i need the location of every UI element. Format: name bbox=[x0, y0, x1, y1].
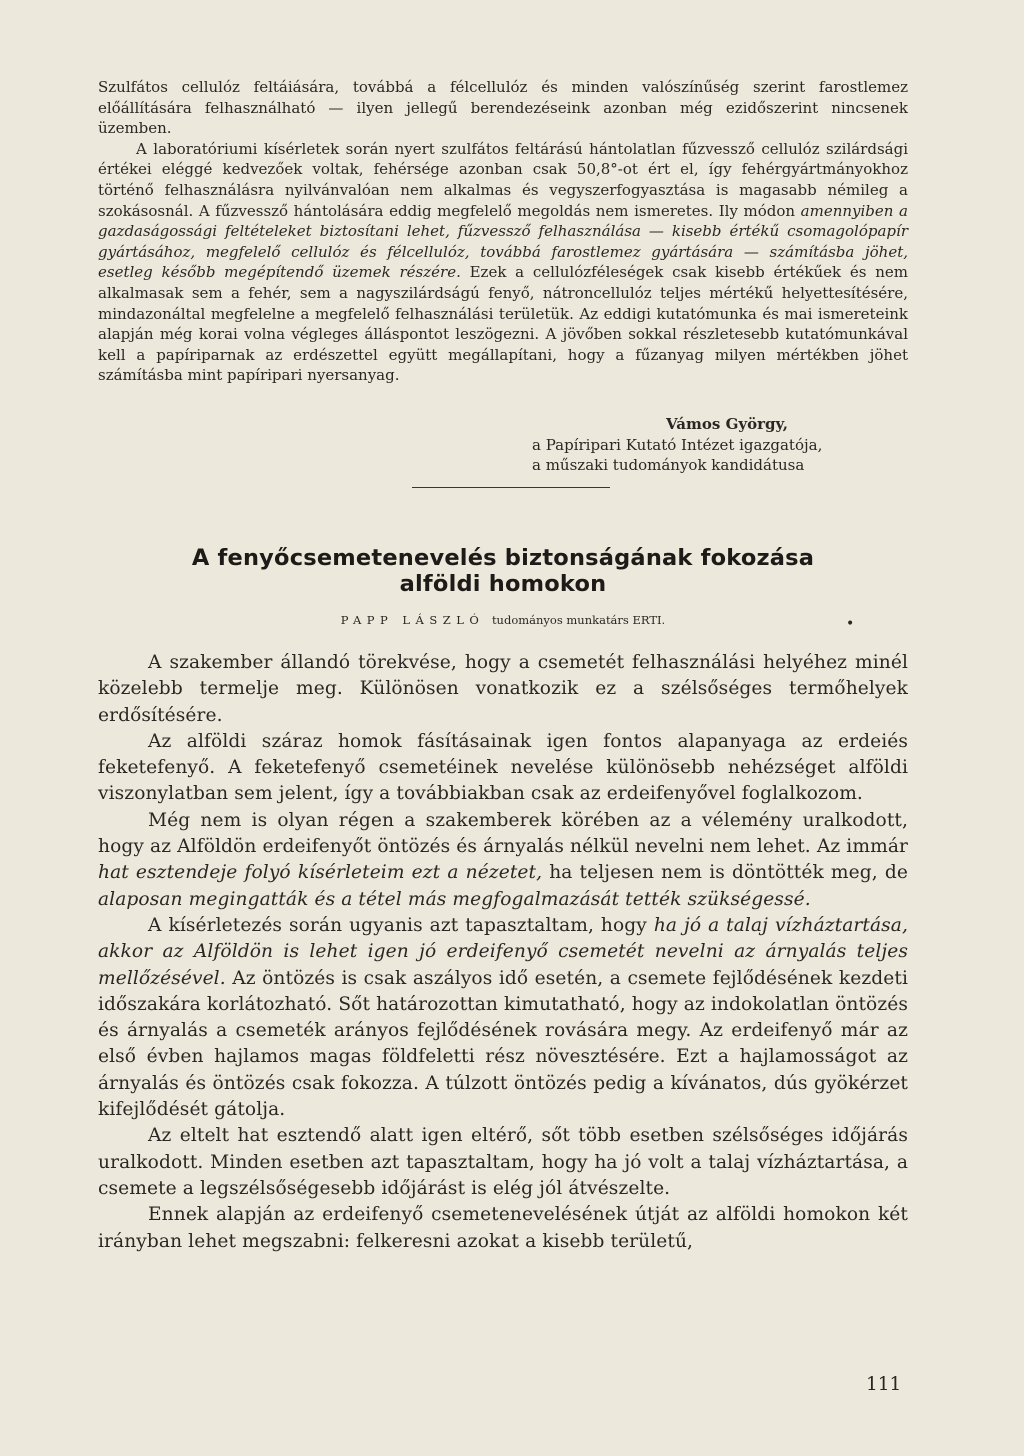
text-run: A laboratóriumi kísérletek során nyert szulfátos feltárású hántolatlan fűzvessző cellulóz szilárdsági értékei eléggé kedvezőek voltak, fehérsége azonban csak 50,8°-ot ért el, így fehérgyártmányokhoz történő felhasználásra nyilvánvalóan nem alkalmas és vegyszerfogyasztása is magasabb némileg a szokásosnál. A fűzvessző hántolására eddig megfelelő megoldás nem ismeretes. Ily módon bbox=[98, 139, 908, 220]
emphasized-text: ha jó a talaj vízháztartása, akkor az Alföldön is lehet igen jó erdeifenyő csemetét nevelni az árnyalás teljes mellőzésével. bbox=[98, 914, 908, 989]
author-name: PAPP LÁSZLÓ bbox=[340, 613, 485, 627]
paragraph bbox=[98, 1123, 908, 1202]
signature-block bbox=[420, 414, 906, 476]
article-body bbox=[98, 650, 908, 1255]
text-run: Az alföldi száraz homok fásításainak igen fontos alapanyaga az erdeiés feketefenyő. A feketefenyő csemetéinek nevelése különösebb nehézséget alföldi viszonylatban sem jelent, így a továbbiakban csak az erdeifenyővel foglalkozom. bbox=[98, 730, 908, 805]
author-degree: a műszaki tudományok kandidátusa bbox=[532, 456, 805, 475]
text-run: A kísérletezés során ugyanis azt tapasztaltam, hogy bbox=[148, 914, 654, 936]
paragraph bbox=[98, 913, 908, 1123]
section-divider bbox=[412, 487, 610, 488]
text-run: ha teljesen nem is döntötték meg, de bbox=[542, 862, 908, 884]
text-run: Szulfátos cellulóz feltáiására, továbbá a félcellulóz és minden valószínűség szerint farostlemez előállítására felhasználható — ilyen jellegű berendezéseink azonban még ezidőszerint nincsenek üzemben. bbox=[98, 78, 908, 138]
page-number: 111 bbox=[866, 1374, 902, 1395]
paragraph bbox=[98, 808, 908, 913]
previous-article-text bbox=[98, 77, 908, 386]
article-title-line-1: A fenyőcsemetenevelés biztonságának fokozása bbox=[191, 545, 815, 571]
paragraph bbox=[98, 729, 908, 808]
byline-mark: • bbox=[846, 616, 855, 632]
paragraph bbox=[98, 650, 908, 729]
text-run: Ennek alapján az erdeifenyő csemetenevelésének útját az alföldi homokon két irányban lehet megszabni: felkeresni azokat a kisebb területű, bbox=[98, 1204, 908, 1252]
text-run: Még nem is olyan régen a szakemberek körében az a vélemény uralkodott, hogy az Alföldön erdeifenyőt öntözés és árnyalás nélkül nevelni nem lehet. Az immár bbox=[98, 809, 908, 858]
byline bbox=[98, 612, 908, 632]
article-title-line-2: alföldi homokon bbox=[399, 571, 607, 597]
author-role: tudományos munkatárs ERTI. bbox=[491, 613, 666, 627]
emphasized-text: alaposan megingatták és a tétel más megfogalmazását tették szükségessé. bbox=[98, 888, 811, 910]
text-run: A szakember állandó törekvése, hogy a csemetét felhasználási helyéhez minél közelebb termelje meg. Különösen vonatkozik ez a szélsőséges termőhelyek erdősítésére. bbox=[98, 652, 908, 726]
author-signature: Vámos György, bbox=[666, 415, 788, 433]
author-title: a Papíripari Kutató Intézet igazgatója, bbox=[532, 435, 823, 454]
text-run: Az eltelt hat esztendő alatt igen eltérő, sőt több esetben szélsőséges időjárás uralkodott. Minden esetben azt tapasztaltam, hogy ha jó volt a talaj vízháztartása, a csemete a legszélsőségesebb időjárást is elég jól átvészelte. bbox=[98, 1125, 908, 1199]
emphasized-text: hat esztendeje folyó kísérleteim ezt a nézetet, bbox=[98, 862, 543, 884]
paragraph bbox=[98, 139, 908, 386]
text-run: Az öntözés is csak aszályos idő esetén, a csemete fejlődésének kezdeti időszakára korlátozható. Sőt határozottan kimutatható, hogy az indokolatlan öntözés és árnyalás a csemeték arányos fejlődésének rovására megy. Az erdeifenyő már az első évben hajlamos magas földfeletti rész növesztésére. Ezt a hajlamosságot az árnyalás és öntözés csak fokozza. A túlzott öntözés pedig a kívánatos, dús gyökérzet kifejlődését gátolja. bbox=[98, 967, 908, 1121]
text-run: Ezek a cellulózféleségek csak kisebb értékűek és nem alkalmasak sem a fehér, sem a nagyszilárdságú fenyő, nátroncellulóz teljes mértékű helyettesítésére, mindazonáltal megfelelne a megfelelő felhasználási területük. Az eddigi kutatómunka és mai ismereteink alapján még korai volna végleges álláspontot leszögezni. A jövőben sokkal részletesebb kutatómunkával kell a papíriparnak az erdészettel együtt megállapítani, hogy a fűzanyag milyen mértékben jöhet számításba mint papíripari nyersanyag. bbox=[98, 263, 908, 385]
emphasized-text: amennyiben a gazdaságossági feltételeket biztosítani lehet, fűzvessző felhasználása — kisebb értékű csomagolópapír gyártásához, megfelelő cellulóz és félcellulóz, továbbá farostlemez gyártására — számításba jöhet, esetleg később megépítendő üzemek részére. bbox=[98, 201, 908, 282]
paragraph bbox=[98, 1202, 908, 1255]
paragraph bbox=[98, 77, 908, 139]
